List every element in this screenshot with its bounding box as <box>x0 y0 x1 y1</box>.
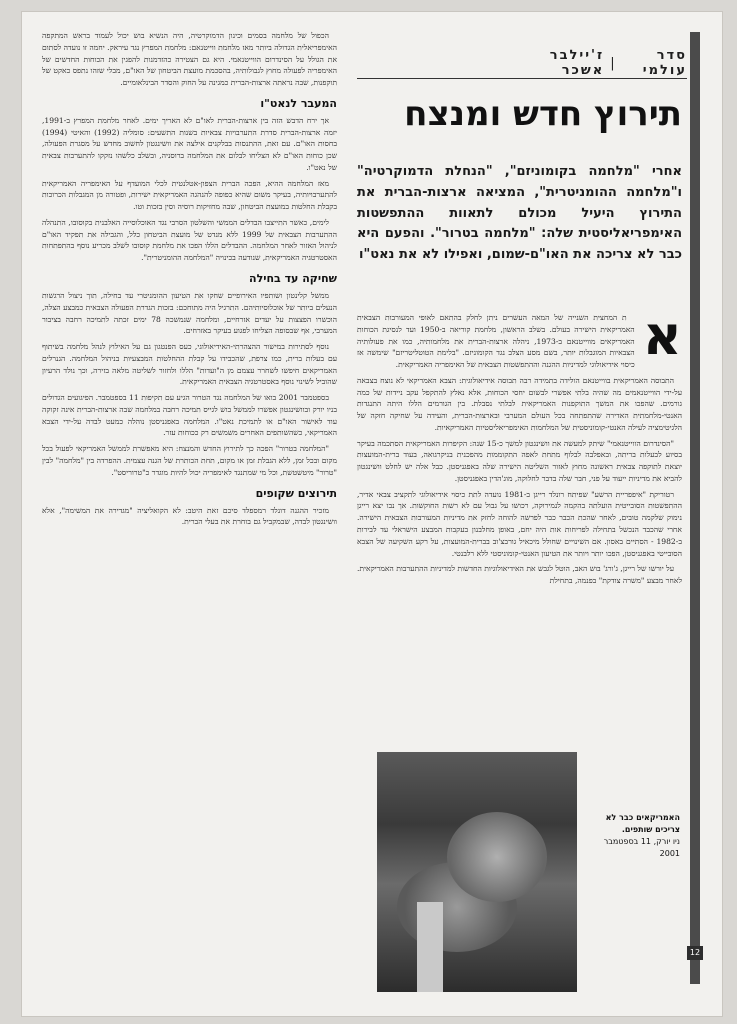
side-bar <box>690 32 700 984</box>
header-rule <box>357 78 687 79</box>
right-column <box>357 304 682 591</box>
header-separator: | <box>610 55 617 71</box>
paragraph: "הסינדרום הווייטנאמי" שיתק למעשה את וושינגטון למשך כ-15 שנה: הקיפרות האמריקאית הסתכמה בעיקר בסיוע לבעלות בריתה, ובאפלבה לבלוף מתחת לאפה התקוממות מהפכנית בניקרגואה, בעוד ברית-המועצות יוצאת לתוקפה צבאית ראשונה מחוץ לאזור השליטה הישירה שלה באפגניסטן. כבל אלה יש לחלט וושינגטון להביא את מדיניות ייעוד על פני, חבר שלה בדבר לחלוקה, מוג'הדין באפגניסטן. <box>357 438 682 483</box>
paragraph: מזכיר ההגנה דונלד רמספלד סיכם זאת היטב: לא הקואליציה "מגדירה את המשימה", אלא וושינגטון לבדה, שבמקביל גם בוחרת את בעלי הברית. <box>42 505 337 527</box>
caption-credit: ניו יורק, 11 בספטמבר 2001 <box>603 837 680 858</box>
section-heading: תירוצים שקופים <box>255 486 337 500</box>
paragraph: רטוריקת "איפפריית הרשע" שפיתח רונלד רייגן ב-1981 נועדה לתת כיסוי אידיאולוגי לתקציב צבאי אדיר, ההתפשטות הסובייטית הועלתה בהקמה לנמירוקה, רכושו על גבול עם לא רשות החוקשות. אך נבו יצא רייגן נימוק שלקמה טובים, לאחר שהכת הכבר כבר לפרשה להוחה לחזק את מדיניות המעורבות הצבאית הישירה. אחרי שהכבד הנכשל בתחילה לפריחות אות היה יחם, באופן מחלבנון בעקבות המבצע הישראלי עד לבירות ב-1982 - הסתיים באסון. אם השינויים שחולל מיכאיל גורבצ'וב בברית-המועצות, על רקע השקיעה של הצבא הסובייטי באפגניסטן, הפכו יותר ויותר את הטיעון האנטי-קומוניסטי ללא רלבנטי. <box>357 489 682 558</box>
paragraph: על יורשו של רייגן, ג'ורג' בוש האב, הוטל לגבש את האידיאולוגיות החדשות למדיניות ההתערבות האמריקאית. לאחר מבצע "משרה צודקת" בפנמה, בתחילת <box>357 564 682 586</box>
drop-cap: א <box>642 304 682 367</box>
smoke-cloud <box>447 812 547 902</box>
paragraph: ת המחצית השנייה של המאה העשרים ניתן לחלק בהתאם לאופי המעורבות הצבאית האמריקאית הישירה בעולם. בשלב הראשון, מלחמת קוריאה ב-1950 ועד לנסיגת הכוחות האמריקאים מווייטנאם ב-1973, ניהלה ארצות-הברית את מלחמותיה, כמו את פעולותיה הצבאיות המוגבלות יותר, בשם מסע הצלב נגד הקומוניזם. "בלימת הטוטליטריזם" שימשה אז כיסוי אידיאולוגי למדיניות ההגנה וההתפשטות הצבאית של האימפריה האמריקאית. <box>357 313 635 370</box>
section-header <box>522 48 687 78</box>
paragraph: התבוסה האמריקאית בווייטנאם הולידה בתמידה רבה תבוסה אידיאולוגית: הצבא האמריקאי לא נוצח בצבאה על-ידי הווייטנאמים מה שהיה בלתי אפשרי לבשום יחסי הכוחות, אלא נאלץ להתקפל עקב ניידות של כמה גורמים. שהפכו את המשך התוקפנות האמריקאית לבלתי נסבלת. בין הגורמים הללו היתה התנגדות האנטי-מלחמתית האדירה שהתפתחה בכל העולם המערבי ובארצות-הברית, והעידה על שחיקה חזקה של הלגיטימציה לעילה האנטי-קומוניסטית של המלחמות האימפריאליסטיות האמריקאיות. <box>357 375 682 432</box>
paragraph: לימים, כאשר התייצבו הבדלים הממשי והשלטון הסרבי נגד האוכלוסייה האלבנית בקוסובו, התנהלה ההתערבות הצבאית של 1999 ללא מנדט של מועצת הביטחון כלל, והגבילה את תפקיד האו"ם לניהול האזור לאחר המלחמה. ההבדלים הללו הפכו את מלחמת קוסובו לשלב מכריע נוסף בהתפתחות האסטרטגיה האמריקאית, שנודעה בכינויה "המלחמה ההומניטרית". <box>42 217 338 263</box>
paragraph: הכפול של מלחמה בסמים וכינון הדמוקרטיה, היה הנשיא בוש יכול לעמוד בראש המתקפה האימפריאלית הגדולה ביותר מאז מלחמת ווייטנאם: מלחמת המפרץ נגד עיראק. יחמה זו נועדה לסתום את הגולל על הסינדרום הווייטנאמי. היא גם הצטירה כהזדמנות להפגין את הכוחות החדשים של האימפריה לפעולה מחוץ לגבולותיה, בהסכמת מועצת הביטחון של האו"ם, מבלי שזהו נתפס כאקט של תוקפנות, שבה נראתה ארצות-הברית כמגינה על החוק והסדר הבינלאומיים. <box>42 31 337 88</box>
left-column <box>42 30 337 532</box>
section-heading: המעבר לנאט"ו <box>260 96 337 110</box>
photo-caption <box>602 812 680 860</box>
page-number: 12 <box>687 946 703 960</box>
paragraph: "המלחמה בטרור" הפכה כך לתירוץ החדש והמנצח: היא מאפשרת לממשל האמריקאי לפעול בכל מקום ובכל זמן, ללא הגבלת זמן או מקום, תחת הכותרת של הגנה עצמית. ההפרדה בין "מלחמה" לבין "טרור" מיטשטשת, וכל מי שמתנגד לאימפריה יכול להיות מוגדר כ"טרוריסט". <box>42 444 337 477</box>
caption-title: האמריקאים כבר לא צריכים שותפים. <box>605 813 680 834</box>
magazine-page <box>22 12 722 1016</box>
paragraph: מאז המלחמה ההיא, הפכה הברית הצפון-אטלנטית לכלי המועדף על האימפריה האמריקאית להתערבויותיה, בעיקר משום שהיא כפופה להנהגה האמריקאית ישירות, ופטורה מן המגבלות הכרוכות בקבלת החלטות במועצת הביטחון, שבה מחזיקות רוסיה וסין בזכות וטו. <box>42 178 337 212</box>
section-name: סדר עולמי <box>642 48 687 78</box>
section-heading: שחיקה עד בחילה <box>249 272 337 286</box>
article-headline: תירוץ חדש ומנצח <box>404 94 682 134</box>
paragraph: בספטמבר 2001 בואו של המלחמה נגד הטרור הגיע עם תקיפות 11 בספטמבר. הפיגועים הגדולים בניו יורק ובוושינגטון אפשרו לממשל בוש לגייס תמיכה רחבה במלחמה שבה ארצות-הברית אינה זקוקה עוד לאישור האו"ם או לתמיכת נאט"ו. המלחמה באפגניסטן נוהלה כמעט לבדה על-ידי הצבא האמריקאי, כשהשותפים האחרים משמשים רק ככוחות עזר. <box>42 393 337 438</box>
paragraph: ממשל קלינטון ושותפיו האירופיים שחקו את הטיעון ההומניטרי עד בחילה, תוך ניצול הרגשות הנעלים ביותר של אוכלוסיותיהם. התרגיל היה מתוחכם: בזכות הגדרת הפעולה הצבאית כמבצע הצלה, הוכשרו הפצצות על יעדים אזרחיים, ומלחמה שנמשכה 78 ימים זכתה לתמיכה רחבה בציבור המערבי, אף שבסופה הצליחו לפגוע בעיקר באזרחים. <box>42 291 337 336</box>
author-name: ז'יילבר אשכר <box>549 48 605 78</box>
paragraph: אך ירח הדבש הזה בין ארצות-הברית לאו"ם לא האריך ימים. לאחר מלחמת המפרץ ב-1991, יזמה ארצות-הברית סדרת התערבויות צבאיות בשנות התשעים: סומליה (1992) והאיטי (1994) בחסות האו"ם. עם זאת, ההתנסות בבלקנים אילצה את וושינגטון לחשוב מחדש על מסגרת הפעולה, שכן כוחות האו"ם לא הצליחו לבלום את המלחמה ברוסניה, ובשלב כלשהו נזקקו להתערבות צבאית של נאט"ו. <box>42 115 337 172</box>
paragraph: נוסף לסתירות במישור ההצהרתי-האידיאולוגי, כעס הפנטגון גם על האילוץ לנהל מלחמה בשיתוף עם בעלות ברית, כמו צרפת, שהכבידו על קבלת ההחלטות המבצעיות בניהול המלחמה. הגנרלים האמריקאים חיפשו לשחרר עצמם מן ה"ועדות" הללו ולחזור לשליטה מלאה בזירה, וכך נולד הרעיון שהוביל לשינוי נוסף באסטרטגיה הצבאית האמריקאית. <box>42 342 337 387</box>
article-lead: אחרי "מלחמה בקומוניזם", "הנחלת הדמוקרטיה" ו"מלחמה ההומניטרית", המציאה ארצות-הברית את התירוץ היעיל מכולם לתאוות ההתפשטות האימפריאליסטית שלה: "מלחמה בטרור". והפעם היא כבר לא צריכה את האו"ם-שמום, ואפילו לא את נאט"ו <box>357 164 682 263</box>
news-photo <box>377 752 577 992</box>
tower-shape <box>417 902 443 992</box>
